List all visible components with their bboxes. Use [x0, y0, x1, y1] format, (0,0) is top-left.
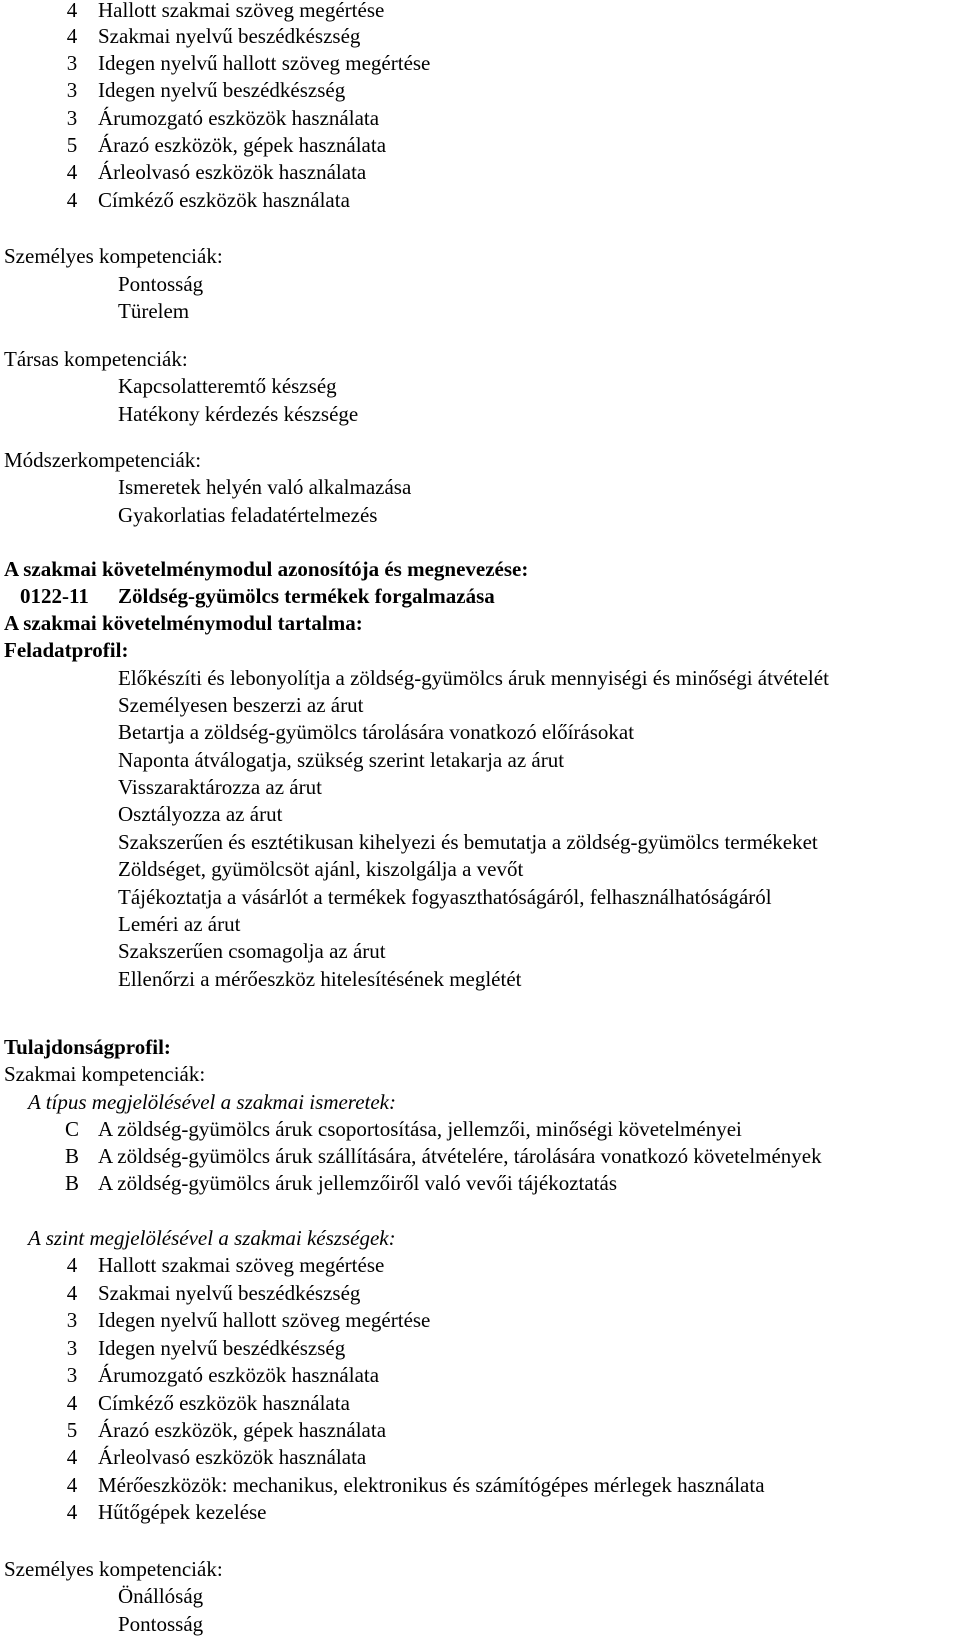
module-code: 0122-11 [20, 584, 89, 608]
skill-row [60, 1471, 765, 1499]
skill-text: Árleolvasó eszközök használata [98, 160, 367, 184]
section-label-social: Társas kompetenciák: [4, 347, 188, 371]
competency-item: Kapcsolatteremtő készség [118, 374, 337, 398]
module-content-heading: A szakmai követelménymodul tartalma: [4, 611, 363, 635]
skill-level: 3 [66, 1308, 78, 1332]
skill-row [60, 104, 379, 132]
competency-item: Hatékony kérdezés készsége [118, 402, 359, 426]
skill-row [60, 1389, 350, 1417]
task-item: Visszaraktározza az árut [118, 775, 322, 799]
task-item: Szakszerűen és esztétikusan kihelyezi és bemutatja a zöldség-gyümölcs termékeket [118, 830, 818, 854]
skill-level: 4 [66, 1281, 78, 1305]
knowledge-row [60, 1169, 617, 1197]
skill-level: 4 [66, 188, 78, 212]
task-item: Szakszerűen csomagolja az árut [118, 939, 386, 963]
skill-row [60, 1361, 379, 1389]
skill-level: 4 [66, 1253, 78, 1277]
skill-level: 5 [66, 1418, 78, 1442]
section-label-personal: Személyes kompetenciák: [4, 244, 223, 268]
competency-item: Türelem [118, 299, 190, 323]
property-profile-heading: Tulajdonságprofil: [4, 1035, 171, 1059]
professional-competencies-label: Szakmai kompetenciák: [4, 1062, 206, 1086]
skill-row [60, 131, 386, 159]
skill-level: 4 [66, 1500, 78, 1524]
competency-item: Gyakorlatias feladatértelmezés [118, 503, 378, 527]
skill-row [60, 158, 366, 186]
skill-text: Árumozgató eszközök használata [98, 106, 380, 130]
skill-level: 4 [66, 1473, 78, 1497]
skill-level: 4 [66, 160, 78, 184]
task-item: Tájékoztatja a vásárlót a termékek fogyaszthatóságáról, felhasználhatóságáról [118, 885, 772, 909]
skill-text: Szakmai nyelvű beszédkészség [98, 1281, 361, 1305]
skill-row [60, 49, 430, 77]
skill-text: Mérőeszközök: mechanikus, elektronikus és számítógépes mérlegek használata [98, 1473, 765, 1497]
skill-text: Árumozgató eszközök használata [98, 1363, 380, 1387]
knowledge-text: A zöldség-gyümölcs áruk jellemzőiről való vevői tájékoztatás [98, 1171, 618, 1195]
task-profile-heading: Feladatprofil: [4, 638, 129, 662]
competency-item: Önállóság [118, 1584, 204, 1608]
skill-row [60, 76, 345, 104]
knowledge-type: B [64, 1171, 79, 1195]
skill-level: 3 [66, 1363, 78, 1387]
skill-row [60, 1279, 360, 1307]
skill-text: Árazó eszközök, gépek használata [98, 133, 387, 157]
skill-level: 3 [66, 1336, 78, 1360]
task-item: Zöldséget, gyümölcsöt ajánl, kiszolgálja a vevőt [118, 857, 524, 881]
module-name: Zöldség-gyümölcs termékek forgalmazása [118, 584, 495, 608]
skill-level: 5 [66, 133, 78, 157]
skill-row [60, 1306, 430, 1334]
task-item: Naponta átválogatja, szükség szerint letakarja az árut [118, 748, 565, 772]
skill-row [60, 1334, 345, 1362]
skill-row [60, 1443, 366, 1471]
skill-text: Címkéző eszközök használata [98, 1391, 350, 1415]
skill-text: Hallott szakmai szöveg megértése [98, 0, 385, 22]
skill-level: 4 [66, 1445, 78, 1469]
skill-level: 4 [66, 0, 78, 22]
skill-row [60, 1416, 386, 1444]
knowledge-type: B [64, 1144, 79, 1168]
skills-label: A szint megjelölésével a szakmai készségek: [28, 1226, 396, 1250]
task-item: Leméri az árut [118, 912, 241, 936]
skill-level: 4 [66, 1391, 78, 1415]
knowledge-row [60, 1115, 742, 1143]
competency-item: Pontosság [118, 272, 204, 296]
module-id-heading: A szakmai követelménymodul azonosítója és megnevezése: [4, 557, 529, 581]
skill-level: 3 [66, 78, 78, 102]
skill-text: Idegen nyelvű beszédkészség [98, 78, 346, 102]
skill-text: Árleolvasó eszközök használata [98, 1445, 367, 1469]
knowledge-text: A zöldség-gyümölcs áruk szállítására, átvételére, tárolására vonatkozó követelmények [98, 1144, 822, 1168]
skill-level: 3 [66, 51, 78, 75]
skill-level: 3 [66, 106, 78, 130]
skill-text: Árazó eszközök, gépek használata [98, 1418, 387, 1442]
knowledge-text: A zöldség-gyümölcs áruk csoportosítása, jellemzői, minőségi követelményei [98, 1117, 742, 1141]
skill-text: Címkéző eszközök használata [98, 188, 350, 212]
skill-row [60, 0, 384, 24]
skill-level: 4 [66, 24, 78, 48]
competency-item: Ismeretek helyén való alkalmazása [118, 475, 412, 499]
task-item: Ellenőrzi a mérőeszköz hitelesítésének meglétét [118, 967, 522, 991]
skill-text: Idegen nyelvű beszédkészség [98, 1336, 346, 1360]
skill-row [60, 1251, 384, 1279]
task-item: Betartja a zöldség-gyümölcs tárolására vonatkozó előírásokat [118, 720, 635, 744]
section-label-personal: Személyes kompetenciák: [4, 1557, 223, 1581]
skill-text: Hallott szakmai szöveg megértése [98, 1253, 385, 1277]
task-item: Személyesen beszerzi az árut [118, 693, 364, 717]
skill-text: Szakmai nyelvű beszédkészség [98, 24, 361, 48]
skill-text: Idegen nyelvű hallott szöveg megértése [98, 1308, 431, 1332]
skill-row [60, 22, 360, 50]
task-item: Osztályozza az árut [118, 802, 283, 826]
competency-item: Pontosság [118, 1612, 204, 1636]
knowledge-label: A típus megjelölésével a szakmai ismeretek: [28, 1090, 396, 1114]
section-label-method: Módszerkompetenciák: [4, 448, 202, 472]
knowledge-type: C [64, 1117, 79, 1141]
task-item: Előkészíti és lebonyolítja a zöldség-gyümölcs áruk mennyiségi és minőségi átvételét [118, 666, 829, 690]
knowledge-row [60, 1142, 822, 1170]
skill-row [60, 1498, 267, 1526]
skill-row [60, 186, 350, 214]
skill-text: Idegen nyelvű hallott szöveg megértése [98, 51, 431, 75]
skill-text: Hűtőgépek kezelése [98, 1500, 267, 1524]
